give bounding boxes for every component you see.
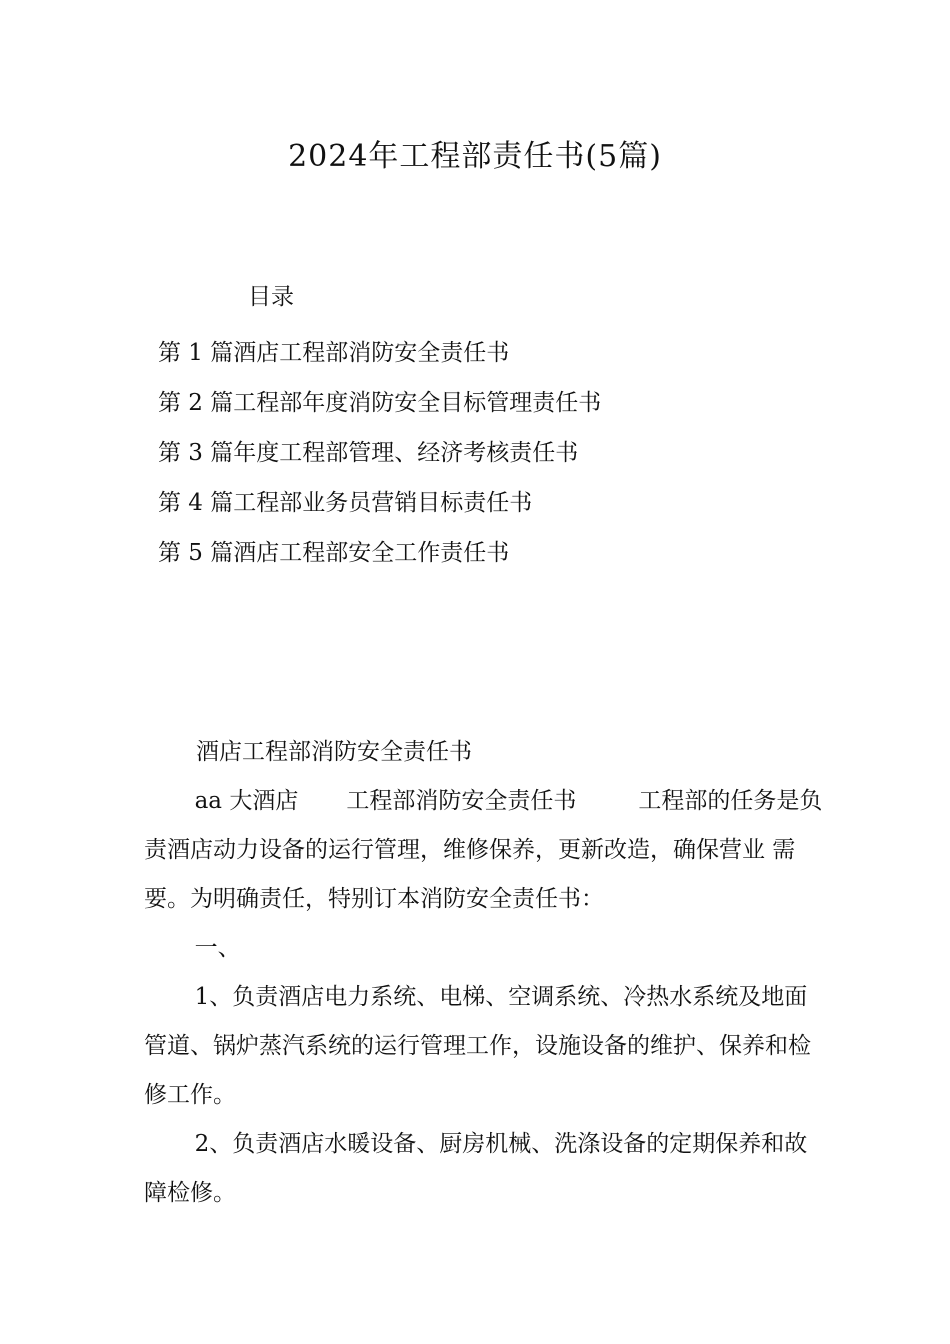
document-title: 2024年工程部责任书(5篇) [288, 139, 662, 174]
toc-item: 第 3 篇年度工程部管理、经济考核责任书 [158, 440, 579, 466]
item-paragraph-2: 2、负责酒店水暖设备、厨房机械、洗涤设备的定期保养和故障检修。 [144, 1131, 808, 1206]
toc-item: 第 1 篇酒店工程部消防安全责任书 [158, 340, 510, 366]
toc-item: 第 2 篇工程部年度消防安全目标管理责任书 [158, 390, 602, 416]
section-title: 酒店工程部消防安全责任书 [196, 739, 472, 765]
toc-item: 第 5 篇酒店工程部安全工作责任书 [158, 540, 510, 566]
item-paragraph-1: 1、负责酒店电力系统、电梯、空调系统、冷热水系统及地面管道、锅炉蒸汽系统的运行管理工作，设施设备的维护、保养和检修工作。 [144, 984, 811, 1108]
toc-heading: 目录 [248, 284, 294, 310]
section-body [144, 728, 824, 1218]
intro-doc-name: 工程部消防安全责任书 [346, 788, 577, 814]
intro-text: 工程部的任务是负责酒店动力设备的运行管理，维修保养，更新改造，确保营业 需要。为明确责任，特别订本消防安全责任书： [144, 788, 823, 912]
heading-one: 一、 [194, 935, 241, 961]
table-of-contents [158, 328, 601, 578]
toc-item: 第 4 篇工程部业务员营销目标责任书 [158, 490, 533, 516]
intro-hotel-name: aa 大酒店 [194, 788, 299, 814]
intro-paragraph [144, 777, 824, 924]
